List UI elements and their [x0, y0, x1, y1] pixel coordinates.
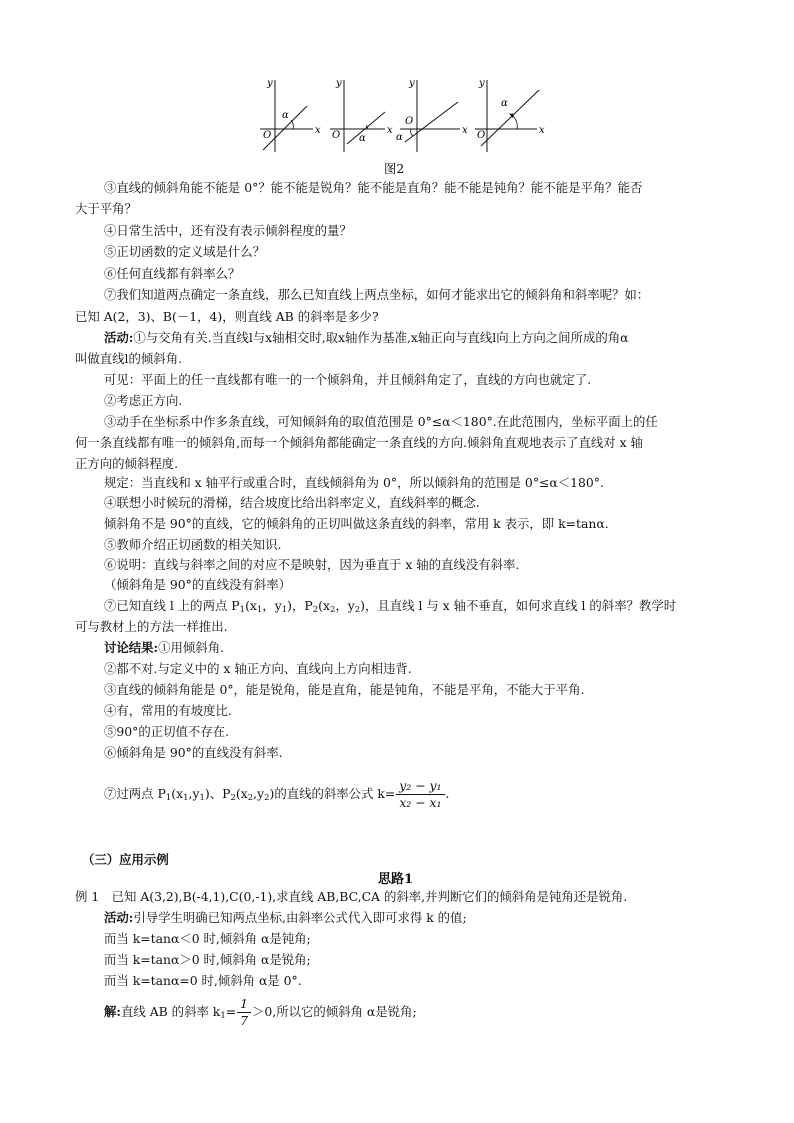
alpha-label: α	[501, 98, 508, 109]
solution-label: 解:	[104, 1004, 121, 1019]
slope-formula-fraction: $\frac{\text{y₂ − y₁}}{\text{x₂ − x₁}}$	[396, 778, 444, 811]
activity-5: ⑤教师介绍正切函数的相关知识.	[104, 537, 282, 552]
question-5: ⑤正切函数的定义域是什么？	[104, 244, 266, 259]
y-axis-label: y	[409, 78, 415, 89]
results-7: ⑦过两点 $P_1(x_1,y_1)$、$P_2(x_2,y_2)$的直线的斜率公式 k= $\frac{\text{y₂ − y₁}}{\text{x₂ − x₁}}$ .	[104, 778, 450, 810]
figure-svg	[255, 74, 545, 156]
activity-7-cont: 可与教材上的方法一样推出.	[75, 619, 228, 634]
example-activity-label: 活动:	[104, 910, 134, 925]
figure-inclination-diagrams	[255, 74, 545, 156]
y-axis-label: y	[336, 78, 342, 89]
question-3: ③直线的倾斜角能不能是 0°？能不能是锐角？能不能是直角？能不能是钝角？能不能是平角？能否	[104, 180, 643, 195]
example-case-negative: 而当 k=tanα＜0 时,倾斜角 α是钝角;	[104, 931, 311, 946]
activity-slope-definition: 倾斜角不是 90°的直线，它的倾斜角的正切叫做这条直线的斜率，常用 k 表示，即 k=tanα.	[104, 516, 609, 531]
activity-1	[104, 329, 629, 347]
activity-2: ②考虑正方向.	[104, 393, 183, 408]
y-axis-label: y	[479, 78, 485, 89]
activity-label: 活动:	[104, 330, 134, 345]
origin-label: O	[405, 116, 414, 127]
figure-caption: 图2	[384, 161, 405, 176]
alpha-label: α	[282, 110, 289, 121]
x-axis-label: x	[315, 125, 321, 136]
results-6: ⑥倾斜角是 90°的直线没有斜率.	[104, 745, 283, 760]
question-6: ⑥任何直线都有斜率么？	[104, 266, 241, 281]
y-axis-label: y	[267, 78, 273, 89]
results-4: ④有，常用的有坡度比.	[104, 703, 232, 718]
x-axis-label: x	[462, 125, 468, 136]
example-case-zero: 而当 k=tanα=0 时,倾斜角 α是 0°.	[104, 973, 302, 988]
activity-3-cont: 何一条直线都有唯一的倾斜角,而每一个倾斜角都能确定一条直线的方向.倾斜角直观地表示了直线对 x 轴	[75, 435, 643, 450]
origin-label: O	[332, 130, 341, 141]
question-7: ⑦我们知道两点确定一条直线，那么已知直线上两点坐标，如何才能求出它的倾斜角和斜率呢？如：	[104, 287, 650, 302]
question-7-cont: 已知 A(2，3)、B(－1，4)，则直线 AB 的斜率是多少?	[75, 309, 379, 324]
question-3-cont: 大于平角？	[75, 201, 137, 216]
activity-4: ④联想小时候玩的滑梯，结合坡度比给出斜率定义，直线斜率的概念.	[104, 495, 480, 510]
question-4: ④日常生活中，还有没有表示倾斜程度的量？	[104, 223, 352, 238]
alpha-label: α	[396, 132, 403, 143]
activity-3: ③动手在坐标系中作多条直线，可知倾斜角的取值范围是 0°≤α＜180°.在此范围内，坐标平面上的任	[104, 414, 658, 429]
diagram-panel-4	[475, 78, 545, 152]
activity-rule: 规定：当直线和 x 轴平行或重合时，直线倾斜角为 0°，所以倾斜角的范围是 0°≤α＜180°.	[104, 475, 604, 490]
diagram-panel-2	[330, 78, 393, 152]
x-axis-label: x	[539, 125, 545, 136]
solution-fraction: $\frac{1}{7}$	[237, 996, 251, 1029]
section-title: （三）应用示例	[82, 852, 169, 867]
activity-3-cont2: 正方向的倾斜程度.	[75, 456, 179, 471]
results-1: 讨论结果:①用倾斜角.	[104, 640, 225, 655]
diagram-panel-3	[396, 78, 468, 152]
results-5: ⑤90°的正切值不存在.	[104, 724, 230, 739]
diagram-panel-1	[260, 78, 321, 152]
example-activity: 活动:引导学生明确已知两点坐标,由斜率公式代入即可求得 k 的值;	[104, 910, 467, 925]
origin-label: O	[477, 130, 486, 141]
example-case-positive: 而当 k=tanα＞0 时,倾斜角 α是锐角;	[104, 952, 311, 967]
example-1: 例 1 已知 A(3,2),B(-4,1),C(0,-1),求直线 AB,BC,CA 的斜率,并判断它们的倾斜角是钝角还是锐角.	[75, 889, 628, 904]
activity-6-note: （倾斜角是 90°的直线没有斜率）	[104, 577, 291, 592]
results-3: ③直线的倾斜角能是 0°，能是锐角，能是直角，能是钝角，不能是平角，不能大于平角.	[104, 682, 585, 697]
example-solution: 解:直线 AB 的斜率 $k_1=$ $\frac{1}{7}$ ＞0,所以它的倾斜角 α是锐角;	[104, 996, 417, 1028]
x-axis-label: x	[387, 125, 393, 136]
activity-text: ①与交角有关.当直线l与x轴相交时,取x轴作为基准,x轴正向与直线l向上方向之间所成的角α	[133, 330, 629, 345]
activity-1-cont: 叫做直线l的倾斜角.	[75, 351, 183, 366]
results-label: 讨论结果:	[104, 640, 159, 655]
alpha-label: α	[359, 133, 366, 144]
origin-label: O	[263, 130, 272, 141]
activity-7: ⑦已知直线 l 上的两点 $P_1(x_1$，$y_1$)，$P_2(x_2$，$y_2$)，且直线 l 与 x 轴不垂直，如何求直线 l 的斜率？教学时	[104, 598, 677, 615]
section-subtitle: 思路1	[378, 872, 414, 887]
activity-observation: 可见：平面上的任一直线都有唯一的一个倾斜角，并且倾斜角定了，直线的方向也就定了.	[104, 372, 592, 387]
activity-6: ⑥说明：直线与斜率之间的对应不是映射，因为垂直于 x 轴的直线没有斜率.	[104, 557, 520, 572]
results-2: ②都不对.与定义中的 x 轴正方向、直线向上方向相违背.	[104, 661, 412, 676]
